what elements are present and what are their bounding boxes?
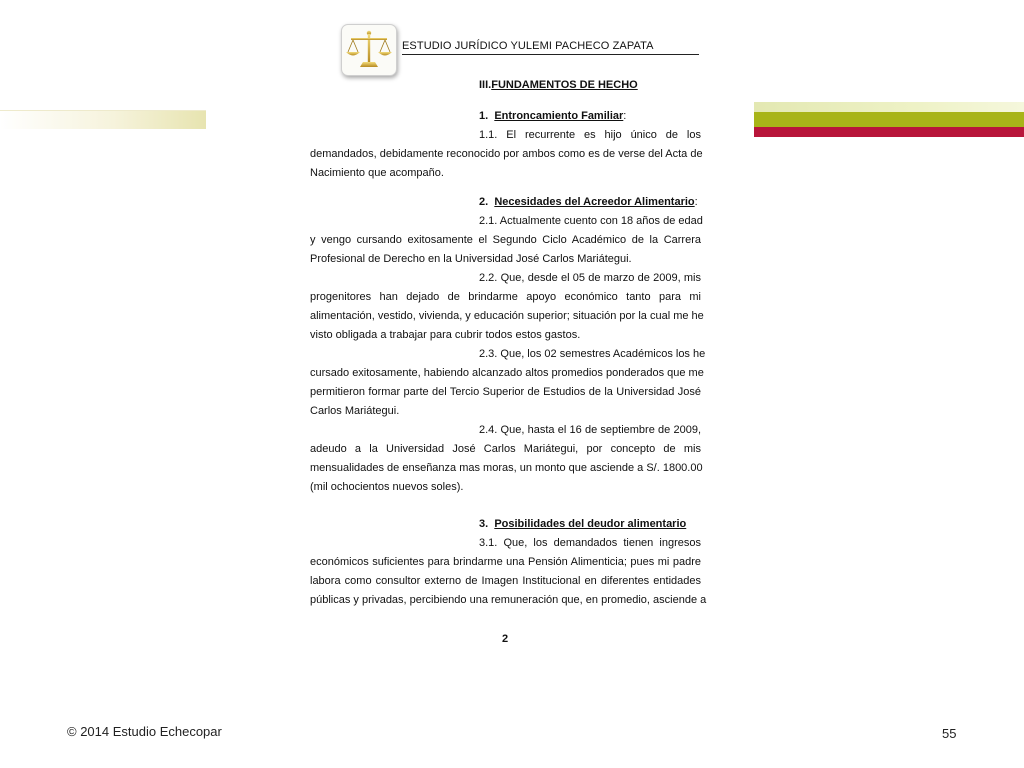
- paragraph-2-1: 2.1. Actualmente cuento con 18 años de edad y vengo cursando exitosamente el Segundo Ciclo Académico de la Carrera Profesional de Derecho en la Universidad José Carlos Mariátegui.: [310, 215, 703, 265]
- paragraph-1-1: 1.1. El recurrente es hijo único de los demandados, debidamente reconocido por ambos como es de verse del Acta de Nacimiento que acompaño.: [310, 129, 703, 179]
- paragraph-3-1: 3.1. Que, los demandados tienen ingresos económicos suficientes para brindarme una Pensión Alimenticia; pues mi padre labora como consultor externo de Imagen Institucional en diferentes entidades públicas y privadas, percibiendo una remuneración que, en promedio, asciende a: [310, 537, 707, 606]
- slide-number: 55: [942, 726, 957, 741]
- paragraph-2-2: 2.2. Que, desde el 05 de marzo de 2009, mis progenitores han dejado de brindarme apoyo económico tanto para mi alimentación, vestido, vivienda, y educación superior; situación por la cual me he visto obligada a trabajar para cubrir todos estos gastos.: [310, 272, 704, 341]
- section-heading-2: 2. Necesidades del Acreedor Alimentario:: [479, 196, 698, 208]
- section-heading-1: 1. Entroncamiento Familiar:: [479, 110, 627, 122]
- firm-name-header: ESTUDIO JURÍDICO YULEMI PACHECO ZAPATA: [402, 40, 699, 55]
- law-scales-logo-icon: [341, 24, 397, 76]
- paragraph-2-4: 2.4. Que, hasta el 16 de septiembre de 2009, adeudo a la Universidad José Carlos Mariátegui, por concepto de mis mensualidades de enseñanza mas moras, un monto que asciende a S/. 1800.00 (mil ochocientos nuevos soles).: [310, 424, 703, 493]
- left-decorative-bar: [0, 110, 206, 129]
- document-page-number: 2: [502, 633, 509, 645]
- section-heading-3: 3. Posibilidades del deudor alimentario: [479, 518, 687, 530]
- copyright-text: © 2014 Estudio Echecopar: [67, 724, 222, 739]
- section-title: III.FUNDAMENTOS DE HECHO: [479, 79, 638, 91]
- right-decorative-bar: [754, 102, 1024, 137]
- paragraph-2-3: 2.3. Que, los 02 semestres Académicos los he cursado exitosamente, habiendo alcanzado altos promedios ponderados que me permitieron formar parte del Tercio Superior de Estudios de la Universidad José Carlos Mariátegui.: [310, 348, 706, 417]
